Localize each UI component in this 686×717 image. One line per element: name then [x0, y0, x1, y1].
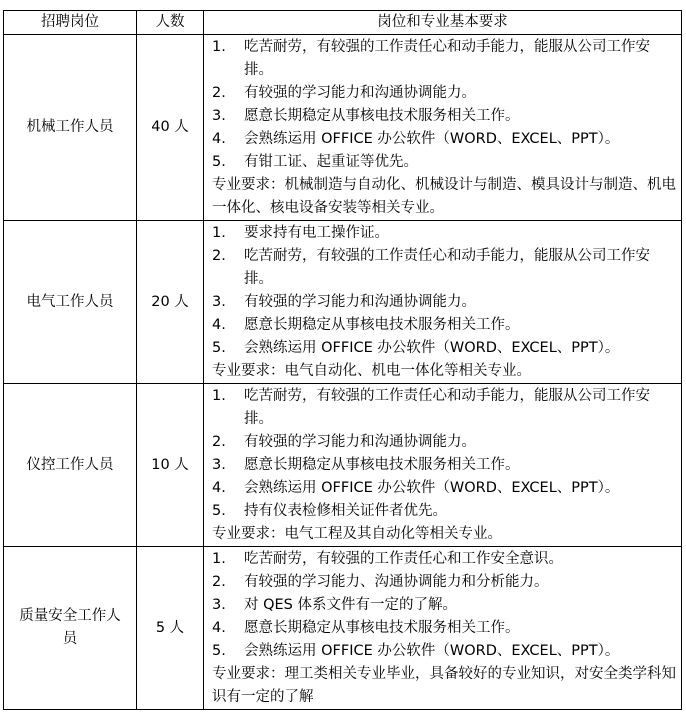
requirement-index: 4. [212, 317, 226, 333]
requirement-item [212, 151, 677, 174]
requirement-item [212, 314, 677, 337]
requirement-item [212, 82, 677, 105]
requirement-index: 5. [212, 503, 226, 519]
major-requirement: 专业要求：电气自动化、机电一体化等相关专业。 [212, 363, 531, 379]
requirement-index: 4. [212, 480, 226, 496]
requirement-text: 会熟练运用 OFFICE 办公软件（WORD、EXCEL、PPT）。 [244, 643, 620, 659]
requirement-text: 吃苦耐劳，有较强的工作责任心和动手能力，能服从公司工作安排。 [244, 39, 650, 78]
table-row [4, 35, 682, 221]
headcount-cell: 40 人 [137, 35, 204, 221]
header-row [4, 11, 682, 35]
requirement-item [212, 431, 677, 454]
position-cell [4, 35, 137, 221]
requirement-index: 3. [212, 597, 226, 613]
requirement-index: 3. [212, 457, 226, 473]
major-requirement: 专业要求：机械制造与自动化、机械设计与制造、模具设计与制造、机电一体化、核电设备安装等相关专业。 [212, 177, 676, 216]
requirement-item [212, 36, 677, 82]
requirement-item [212, 245, 677, 291]
position-name: 电气工作人员 [26, 293, 114, 310]
requirement-index: 4. [212, 620, 226, 636]
major-requirement: 专业要求：理工类相关专业毕业，具备较好的专业知识，对安全类学科知识有一定的了解 [212, 666, 676, 705]
requirement-index: 3. [212, 108, 226, 124]
requirement-item [212, 291, 677, 314]
table-row [4, 547, 682, 710]
table-row [4, 221, 682, 384]
recruitment-table [3, 10, 682, 710]
requirement-text: 持有仪表检修相关证件者优先。 [244, 503, 447, 519]
requirement-text: 吃苦耐劳，有较强的工作责任心和工作安全意识。 [244, 551, 563, 567]
requirement-text: 有钳工证、起重证等优先。 [244, 154, 418, 170]
requirement-text: 有较强的学习能力、沟通协调能力和分析能力。 [244, 574, 549, 590]
major-requirement: 专业要求：电气工程及其自动化等相关专业。 [212, 526, 502, 542]
requirement-item [212, 571, 677, 594]
requirement-item [212, 222, 677, 245]
table-row [4, 384, 682, 547]
requirement-text: 吃苦耐劳，有较强的工作责任心和动手能力，能服从公司工作安排。 [244, 248, 650, 287]
requirement-index: 3. [212, 294, 226, 310]
position-cell [4, 384, 137, 547]
requirement-index: 1. [212, 551, 226, 567]
requirement-text: 有较强的学习能力和沟通协调能力。 [244, 294, 476, 310]
requirements-cell [204, 35, 682, 221]
requirement-item [212, 617, 677, 640]
requirement-index: 2. [212, 434, 226, 450]
requirement-index: 4. [212, 131, 226, 147]
requirement-text: 对 QES 体系文件有一定的了解。 [244, 597, 457, 613]
position-cell [4, 221, 137, 384]
requirement-item [212, 594, 677, 617]
position-name: 机械工作人员 [26, 119, 114, 135]
requirement-index: 1. [212, 388, 226, 404]
requirement-item [212, 337, 677, 360]
requirement-text: 愿意长期稳定从事核电技术服务相关工作。 [244, 457, 520, 473]
requirement-item [212, 128, 677, 151]
requirement-text: 愿意长期稳定从事核电技术服务相关工作。 [244, 620, 520, 636]
header-count: 人数 [137, 11, 204, 35]
requirement-index: 2. [212, 248, 226, 264]
requirement-index: 2. [212, 574, 226, 590]
position-name: 质量安全工作人员 [19, 608, 121, 647]
requirement-item [212, 385, 677, 431]
requirement-item [212, 105, 677, 128]
requirement-text: 会熟练运用 OFFICE 办公软件（WORD、EXCEL、PPT）。 [244, 340, 620, 356]
requirement-text: 愿意长期稳定从事核电技术服务相关工作。 [244, 108, 520, 124]
headcount-cell: 20 人 [137, 221, 204, 384]
header-requirements: 岗位和专业基本要求 [204, 11, 682, 35]
requirement-index: 2. [212, 85, 226, 101]
requirements-cell [204, 547, 682, 710]
header-position: 招聘岗位 [4, 11, 137, 35]
headcount-cell: 10 人 [137, 384, 204, 547]
requirement-text: 愿意长期稳定从事核电技术服务相关工作。 [244, 317, 520, 333]
position-cell [4, 547, 137, 710]
requirement-index: 5. [212, 340, 226, 356]
requirements-cell [204, 384, 682, 547]
requirement-item [212, 640, 677, 663]
requirements-cell [204, 221, 682, 384]
headcount-cell: 5 人 [137, 547, 204, 710]
requirement-text: 有较强的学习能力和沟通协调能力。 [244, 85, 476, 101]
requirement-text: 要求持有电工操作证。 [244, 225, 389, 241]
requirement-text: 会熟练运用 OFFICE 办公软件（WORD、EXCEL、PPT）。 [244, 131, 620, 147]
requirement-index: 5. [212, 643, 226, 659]
requirement-index: 1. [212, 39, 226, 55]
requirement-text: 会熟练运用 OFFICE 办公软件（WORD、EXCEL、PPT）。 [244, 480, 620, 496]
requirement-item [212, 477, 677, 500]
requirement-item [212, 548, 677, 571]
requirement-item [212, 454, 677, 477]
requirement-item [212, 500, 677, 523]
requirement-index: 5. [212, 154, 226, 170]
requirement-index: 1. [212, 225, 226, 241]
requirement-text: 有较强的学习能力和沟通协调能力。 [244, 434, 476, 450]
requirement-text: 吃苦耐劳，有较强的工作责任心和动手能力，能服从公司工作安排。 [244, 388, 650, 427]
position-name: 仪控工作人员 [26, 456, 114, 473]
